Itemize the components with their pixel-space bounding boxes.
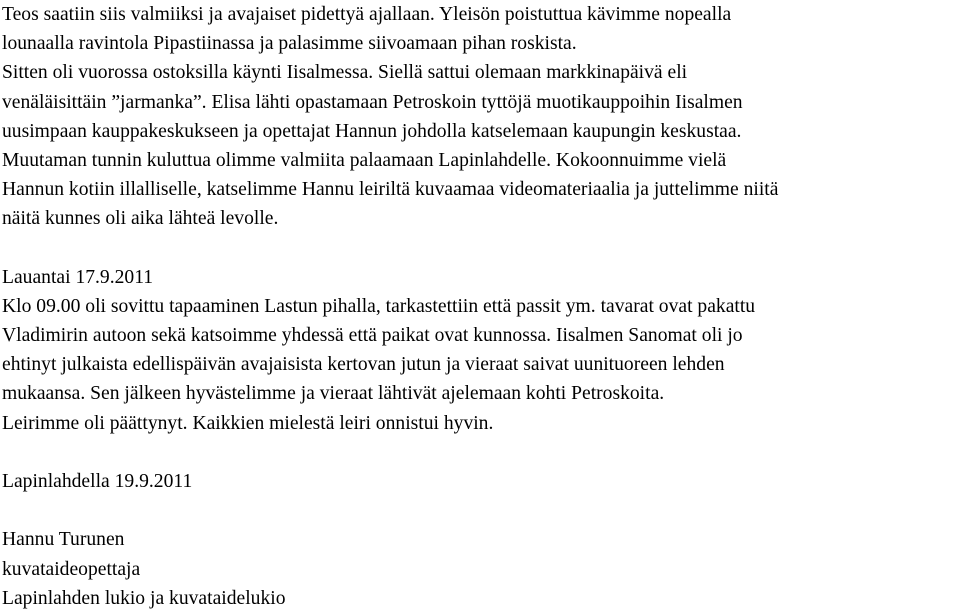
spacer	[2, 234, 957, 263]
text-line: Leirimme oli päättynyt. Kaikkien mielestä leiri onnistui hyvin.	[2, 412, 494, 434]
signature-school: Lapinlahden lukio ja kuvataidelukio	[2, 587, 286, 609]
spacer	[2, 438, 957, 467]
text-line: Vladimirin autoon sekä katsoimme yhdessä että paikat ovat kunnossa. Iisalmen Sanomat oli jo	[2, 325, 743, 347]
signature-title: kuvataideopettaja	[2, 558, 141, 580]
paragraph-trip-end	[2, 0, 957, 234]
text-line: venäläisittäin ”jarmanka”. Elisa lähti opastamaan Petroskoin tyttöjä muotikauppoihin Iisalmen	[2, 91, 743, 113]
text-line: näitä kunnes oli aika lähteä levolle.	[2, 208, 279, 230]
text-line: mukaansa. Sen jälkeen hyvästelimme ja vieraat lähtivät ajelemaan kohti Petroskoita.	[2, 383, 665, 405]
text-line: Klo 09.00 oli sovittu tapaaminen Lastun pihalla, tarkastettiin että passit ym. tavarat ovat pakattu	[2, 295, 756, 317]
text-line: Teos saatiin siis valmiiksi ja avajaiset pidettyä ajallaan. Yleisön poistuttua kävimme nopealla	[2, 4, 732, 25]
paragraph-departure	[2, 292, 957, 438]
signature-name: Hannu Turunen	[2, 529, 125, 551]
text-line: uusimpaan kauppakeskukseen ja opettajat Hannun johdolla katselemaan kaupungin keskustaa.	[2, 120, 742, 142]
text-line: Sitten oli vuorossa ostoksilla käynti Iisalmessa. Siellä sattui olemaan markkinapäivä eli	[2, 62, 688, 84]
signature-block	[2, 525, 957, 613]
document-body	[2, 0, 957, 613]
text-line: lounaalla ravintola Pipastiinassa ja palasimme siivoamaan pihan roskista.	[2, 33, 577, 55]
day-heading: Lauantai 17.9.2011	[2, 266, 154, 288]
text-line: Hannun kotiin illalliselle, katselimme Hannu leiriltä kuvaamaa videomateriaalia ja juttelimme niitä	[2, 179, 779, 201]
text-line: Muutaman tunnin kuluttua olimme valmiita palaamaan Lapinlahdelle. Kokoonnuimme vielä	[2, 149, 727, 171]
spacer	[2, 496, 957, 525]
text-line: ehtinyt julkaista edellispäivän avajaisista kertovan jutun ja vieraat saivat uunituoreen lehden	[2, 354, 725, 376]
place-date: Lapinlahdella 19.9.2011	[2, 471, 193, 492]
